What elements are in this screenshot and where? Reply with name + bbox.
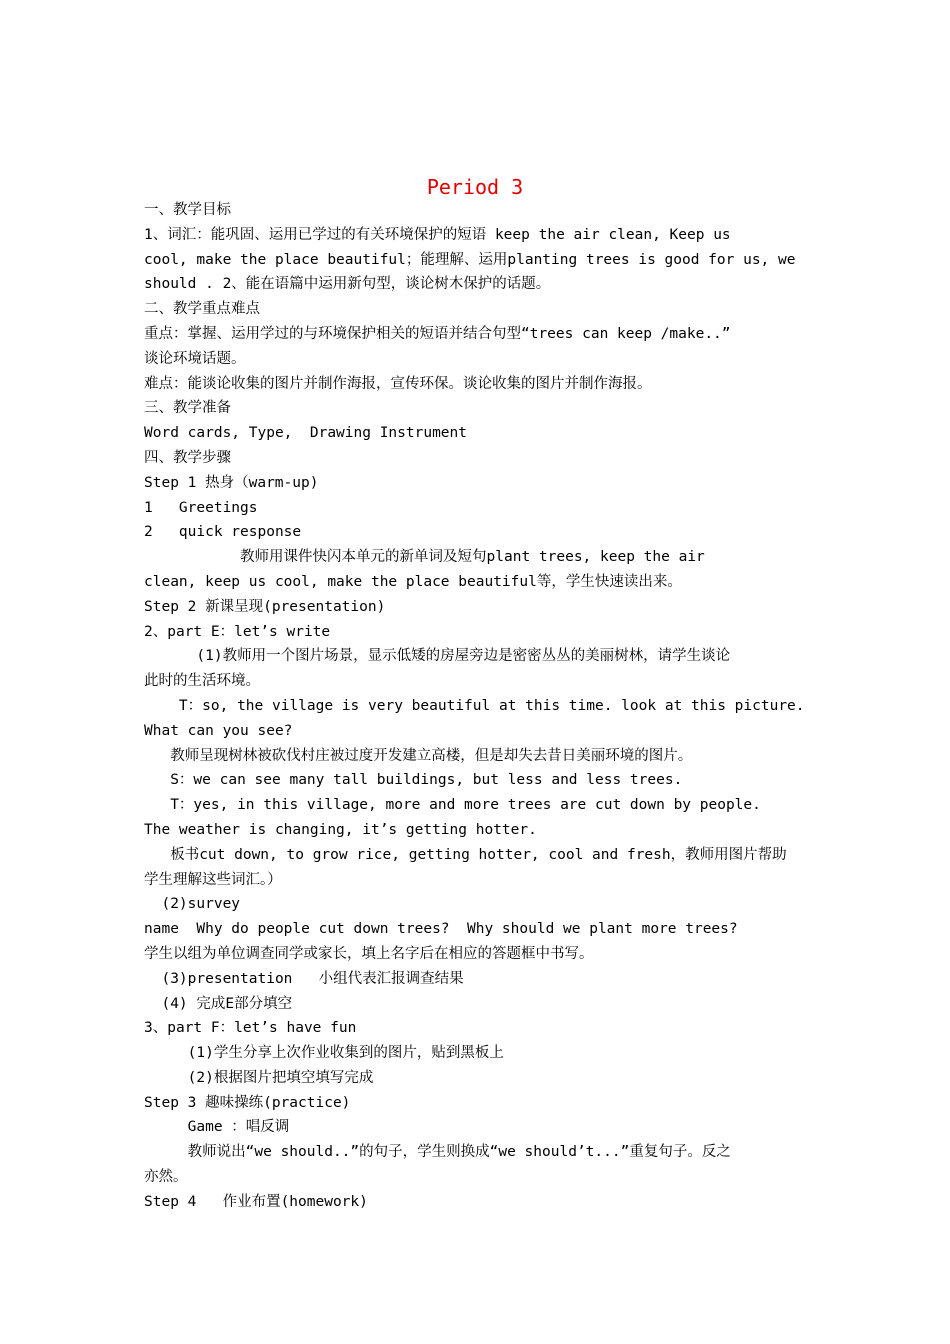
text-line: cool, make the place beautiful；能理解、运用planting trees is good for us, we: [144, 251, 796, 268]
text-line: name Why do people cut down trees? Why should we plant more trees?: [144, 921, 738, 938]
text-line: 二、教学重点难点: [144, 301, 260, 318]
text-line: (4) 完成E部分填空: [144, 995, 293, 1012]
text-line: 四、教学步骤: [144, 449, 231, 466]
text-line: (1)学生分享上次作业收集到的图片，贴到黑板上: [144, 1045, 504, 1062]
text-line: The weather is changing, it’s getting hotter.: [144, 821, 537, 838]
text-line: T：yes, in this village, more and more trees are cut down by people.: [144, 797, 761, 814]
text-line: Word cards, Type, Drawing Instrument: [144, 425, 468, 442]
text-line: (3)presentation 小组代表汇报调查结果: [144, 970, 464, 987]
text-line: 此时的生活环境。: [144, 673, 260, 690]
text-line: 板书cut down, to grow rice, getting hotter, cool and fresh，教师用图片帮助: [144, 846, 787, 863]
text-line: should . 2、能在语篇中运用新句型，谈论树木保护的话题。: [144, 276, 551, 293]
text-line: 重点：掌握、运用学过的与环境保护相关的短语并结合句型“trees can keep /make..”: [144, 325, 731, 342]
text-line: (2)根据图片把填空填写完成: [144, 1069, 374, 1086]
text-line: 2、part E：let’s write: [144, 623, 331, 640]
document-body: [144, 198, 810, 1215]
text-line: 谈论环境话题。: [144, 350, 246, 367]
text-line: S：we can see many tall buildings, but less and less trees.: [144, 772, 683, 789]
text-line: What can you see?: [144, 722, 293, 739]
text-line: Game ：唱反调: [144, 1119, 290, 1136]
text-line: 3、part F：let’s have fun: [144, 1020, 357, 1037]
text-line: (2)survey: [144, 896, 241, 913]
text-line: Step 2 新课呈现(presentation): [144, 598, 386, 615]
text-line: 亦然。: [144, 1169, 188, 1186]
text-line: Step 3 趣味操练(practice): [144, 1094, 351, 1111]
text-line: 三、教学准备: [144, 400, 231, 417]
text-line: 难点：能谈论收集的图片并制作海报，宣传环保。谈论收集的图片并制作海报。: [144, 375, 652, 392]
text-line: 1、词汇：能巩固、运用已学过的有关环境保护的短语 keep the air clean, Keep us: [144, 226, 731, 243]
text-line: 教师呈现树林被砍伐村庄被过度开发建立高楼，但是却失去昔日美丽环境的图片。: [144, 747, 693, 764]
text-line: 1 Greetings: [144, 499, 258, 516]
page-title: Period 3: [426, 175, 524, 199]
text-line: 学生理解这些词汇。）: [144, 871, 282, 888]
text-line: T：so, the village is very beautiful at this time. look at this picture.: [144, 697, 805, 714]
text-line: (1)教师用一个图片场景，显示低矮的房屋旁边是密密丛丛的美丽树林，请学生谈论: [144, 648, 731, 665]
text-line: 教师用课件快闪本单元的新单词及短句plant trees, keep the air: [144, 549, 705, 566]
text-line: 教师说出“we should..”的句子，学生则换成“we should’t...”重复句子。反之: [144, 1144, 731, 1161]
text-line: clean, keep us cool, make the place beautiful等，学生快速读出来。: [144, 573, 682, 590]
text-line: 学生以组为单位调查同学或家长，填上名字后在相应的答题框中书写。: [144, 945, 594, 962]
text-line: Step 4 作业布置(homework): [144, 1193, 368, 1210]
text-line: Step 1 热身（warm-up): [144, 474, 319, 491]
text-line: 2 quick response: [144, 524, 302, 541]
text-line: 一、教学目标: [144, 202, 231, 218]
